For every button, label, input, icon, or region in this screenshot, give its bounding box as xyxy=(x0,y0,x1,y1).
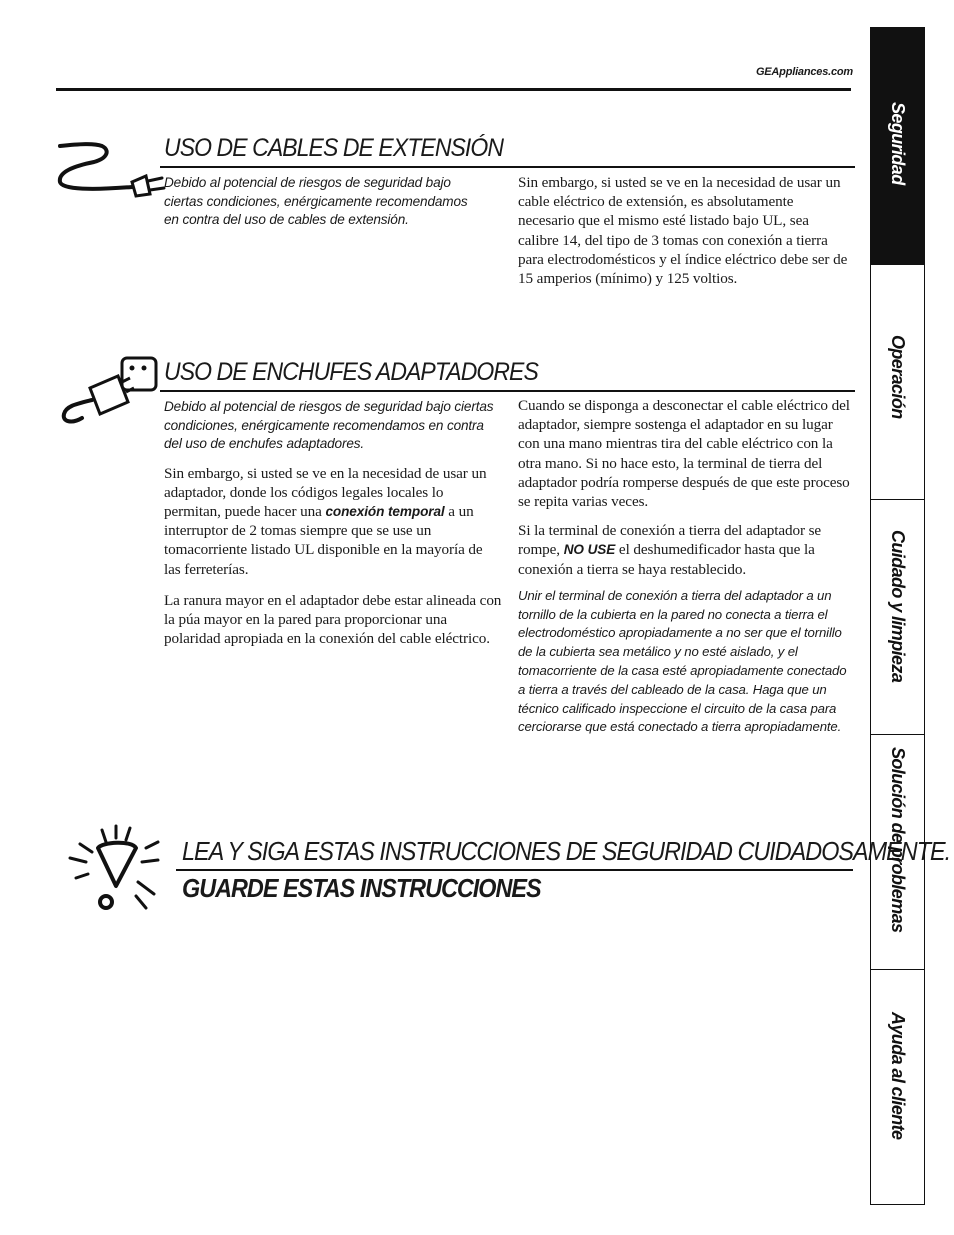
tab-label: Operación xyxy=(888,335,908,419)
no-use-emphasis: NO USE xyxy=(563,542,616,558)
adapter-broken-ground-text xyxy=(518,521,850,579)
extension-left-column xyxy=(164,174,484,242)
top-rule xyxy=(56,88,851,91)
section-title-extension-cords: USO DE CABLES DE EXTENSIÓN xyxy=(164,134,504,162)
adapter-intro-text: Debido al potencial de riesgos de seguridad bajo ciertas condiciones, enérgicamente recomendamos en contra del uso de enchufes adaptadores. xyxy=(164,399,494,451)
adapter-disconnect-text: Cuando se disponga a desconectar el cable eléctrico del adaptador, siempre sostenga el adaptador en su lugar con una mano mientras tira del cable eléctrico con la otra mano. Si no hace esto, la terminal de tierra del adaptador podría romperse después de que este proceso se repita varias veces. xyxy=(518,397,850,511)
adapter-right-para2-start: Si la terminal de conexión a tierra del adaptador se rompe, xyxy=(518,522,822,559)
tab-operacion[interactable] xyxy=(871,265,924,500)
adapter-plug-icon xyxy=(56,354,162,428)
section-rule-adapter xyxy=(160,390,855,392)
tab-label: Ayuda al cliente xyxy=(888,1012,908,1140)
section-rule-extension xyxy=(160,166,855,168)
extension-intro-text: Debido al potencial de riesgos de seguridad bajo ciertas condiciones, enérgicamente recomendamos en contra del uso de cables de extensión. xyxy=(164,175,468,227)
extension-cord-icon xyxy=(54,138,166,200)
adapter-para1-end: a un interruptor de 2 tomas siempre que se use un tomacorriente listado UL disponible en la mayoría de las ferreterías. xyxy=(164,502,483,578)
warning-exclamation-icon xyxy=(66,822,162,914)
adapter-grounding-note: Unir el terminal de conexión a tierra del adaptador a un tornillo de la cubierta en la pared no conecta a tierra el electrodoméstico apropiadamente a no ser que el tornillo de la cubierta sea metálico y no esté aislado, y el tomacorriente de la casa esté apropiadamente conectado a tierra a través del cableado de la casa. Haga que un técnico calificado inspeccione el circuito de la casa para cerciorarse que está conectado a tierra apropiadamente. xyxy=(518,587,847,735)
tab-label: Cuidado y limpieza xyxy=(888,530,908,683)
adapter-left-column xyxy=(164,398,502,660)
adapter-right-para2-end: el deshumedificador hasta que la conexión a tierra se haya restablecido. xyxy=(518,541,815,578)
adapter-temporary-connection-text xyxy=(164,464,502,579)
adapter-polarity-text: La ranura mayor en el adaptador debe estar alineada con la púa mayor en la pared para proporcionar una polaridad apropiada en la conexión del cable eléctrico. xyxy=(164,591,502,648)
section-title-adapter-plugs: USO DE ENCHUFES ADAPTADORES xyxy=(164,358,538,386)
side-tab-navigation xyxy=(870,27,925,1205)
warning-read-instructions: LEA Y SIGA ESTAS INSTRUCCIONES DE SEGURIDAD CUIDADOSAMENTE. xyxy=(182,836,951,866)
warning-save-instructions: GUARDE ESTAS INSTRUCCIONES xyxy=(182,873,541,903)
warning-rule xyxy=(176,869,853,871)
tab-ayuda-al-cliente[interactable] xyxy=(871,970,924,1204)
tab-label: Solución de problemas xyxy=(888,747,908,933)
tab-solucion-de-problemas[interactable] xyxy=(871,735,924,970)
adapter-right-column xyxy=(518,396,850,749)
adapter-para1-start: Sin embargo, si usted se ve en la necesidad de usar un adaptador, donde los códigos legales locales lo permitan, puede hacer una xyxy=(164,464,487,520)
extension-right-column xyxy=(518,173,850,300)
temporary-connection-emphasis: conexión temporal xyxy=(325,503,445,519)
tab-seguridad[interactable] xyxy=(871,28,924,265)
tab-label: Seguridad xyxy=(888,102,908,185)
extension-requirements-text: Sin embargo, si usted se ve en la necesidad de usar un cable eléctrico de extensión, es absolutamente necesario que el mismo esté listado bajo UL, sea calibre 14, del tipo de 3 tomas con conexión a tierra para electrodomésticos y el índice eléctrico debe ser de 15 amperios (mínimo) y 125 voltios. xyxy=(518,174,848,288)
site-url: GEAppliances.com xyxy=(755,66,853,78)
tab-cuidado-y-limpieza[interactable] xyxy=(871,500,924,735)
